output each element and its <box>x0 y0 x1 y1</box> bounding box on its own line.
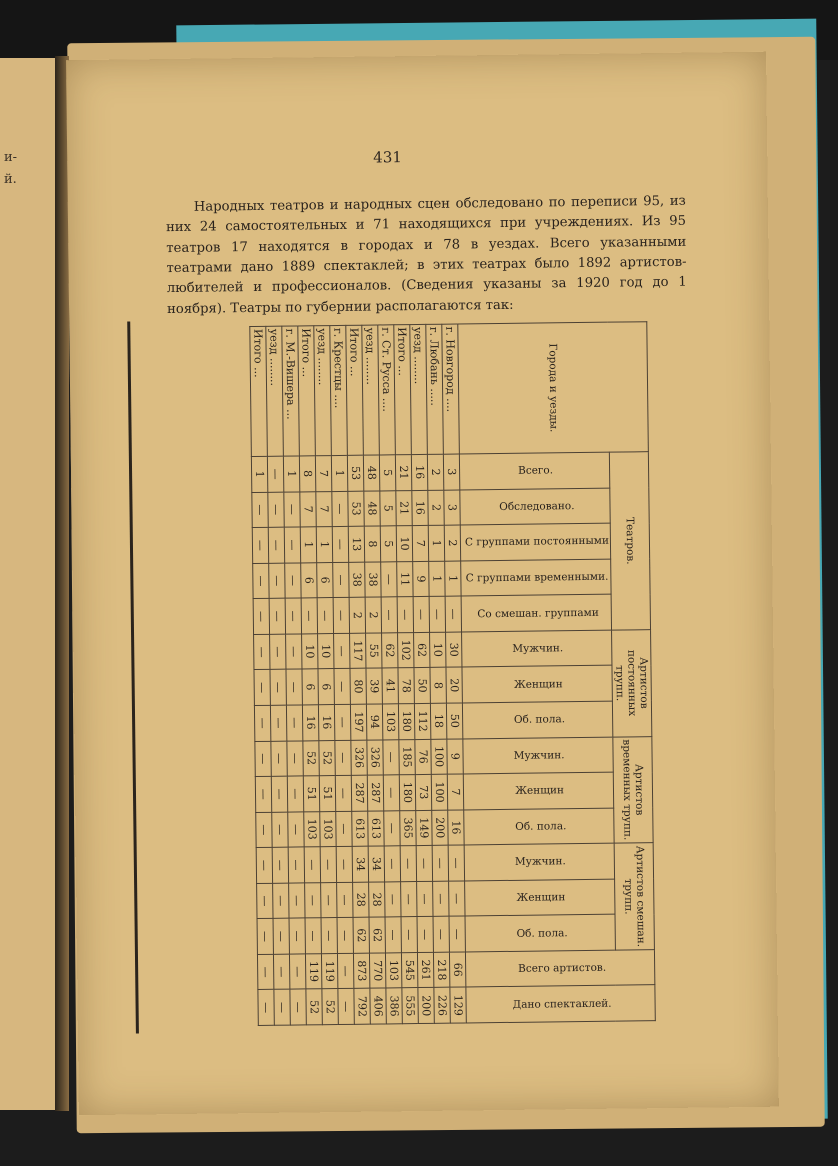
table-cell: 6 <box>302 669 318 705</box>
table-body <box>250 324 467 1025</box>
table-cell: 48 <box>363 455 379 491</box>
table-cell: 94 <box>366 704 382 740</box>
table-cell: 2 <box>444 525 460 561</box>
table-cell: — <box>253 563 269 599</box>
table-cell: 1 <box>316 527 332 563</box>
header-with-mixed: Со смешан. группами <box>461 594 611 631</box>
row-name: г. Крестцы .... <box>330 325 348 455</box>
header-both: Об. пола. <box>465 914 615 951</box>
header-men: Мужчин. <box>462 630 612 667</box>
table-cell: — <box>317 598 333 634</box>
table-cell: 78 <box>398 668 414 704</box>
table-cell: — <box>305 918 321 954</box>
table-cell: — <box>381 597 397 633</box>
table-cell: 2 <box>349 597 365 633</box>
table-cell: 16 <box>412 490 428 526</box>
table-cell: 1 <box>251 456 267 492</box>
table-cell: 39 <box>366 668 382 704</box>
table-cell: — <box>273 883 289 919</box>
table-cell: 8 <box>430 668 446 704</box>
table-cell: 226 <box>434 988 450 1024</box>
table-cell: — <box>273 918 289 954</box>
row-name: Итого ... <box>298 326 316 456</box>
table-cell: 261 <box>417 952 433 988</box>
table-cell: — <box>335 740 351 776</box>
header-mixed-troupes: Артистов смешан. трупп. <box>614 843 654 950</box>
table-cell: 38 <box>365 562 381 598</box>
table-cell: 100 <box>431 739 447 775</box>
left-page-fragment: и- <box>4 150 18 165</box>
table-cell: — <box>385 882 401 918</box>
table-cell: 10 <box>318 633 334 669</box>
table-cell: — <box>257 883 273 919</box>
table-cell: 1 <box>283 456 299 492</box>
left-page <box>0 58 63 1110</box>
table-cell: 326 <box>367 739 383 775</box>
header-with-permanent: С группами постоянными <box>460 523 610 560</box>
table-cell: 34 <box>368 846 384 882</box>
table-cell: — <box>448 845 464 881</box>
table-cell: 103 <box>385 953 401 989</box>
table-cell: — <box>271 741 287 777</box>
body-paragraph: Народных театров и народных сцен обследовано по переписи 95, из них 24 самостоятельных и 71 находящихся при учреждениях. Из 95 театров 17 находятся в городах и 78 в уездах. Всего указанными театрами дано 1889 спектаклей; в этих театрах было 1892 артистов-любителей и профессионалов. (Сведения указаны за 1920 год до 1 ноября). Театры по губернии располагаются так: <box>165 193 687 317</box>
table-cell: 2 <box>365 597 381 633</box>
table-cell: — <box>285 563 301 599</box>
table-cell: 1 <box>429 561 445 597</box>
table-cell: 16 <box>411 454 427 490</box>
row-name: Итого ... <box>250 326 268 456</box>
table-cell: — <box>321 918 337 954</box>
header-shows: Дано спектаклей. <box>466 985 655 1023</box>
table-cell: 6 <box>318 669 334 705</box>
table-cell: — <box>433 881 449 917</box>
table-cell: 10 <box>302 634 318 670</box>
table-cell: — <box>258 990 274 1026</box>
table-cell: 180 <box>399 775 415 811</box>
table-cell: 386 <box>386 988 402 1024</box>
table-cell: 34 <box>352 846 368 882</box>
table-cell: 100 <box>431 774 447 810</box>
table-cell: — <box>274 990 290 1026</box>
row-name: уезд ........ <box>266 326 284 456</box>
table-cell: — <box>334 669 350 705</box>
table-cell: — <box>285 598 301 634</box>
table-cell: — <box>401 881 417 917</box>
row-name: Итого ... <box>346 325 364 455</box>
table-cell: — <box>284 527 300 563</box>
table-cell: — <box>289 883 305 919</box>
row-name: г. Ст. Русса .... <box>378 325 396 455</box>
table-cell: 50 <box>414 668 430 704</box>
table-cell: 287 <box>367 775 383 811</box>
table-cell: 103 <box>304 811 320 847</box>
table-cell: 1 <box>331 455 347 491</box>
table-cell: 197 <box>350 704 366 740</box>
table-cell: — <box>383 775 399 811</box>
row-name: г. М.-Вишера ... <box>282 326 300 456</box>
table-cell: — <box>384 846 400 882</box>
table-cell: — <box>337 882 353 918</box>
table-cell: 73 <box>415 774 431 810</box>
table-cell: — <box>289 954 305 990</box>
table-cell: 11 <box>397 561 413 597</box>
table-cell: — <box>253 599 269 635</box>
table-cell: — <box>255 741 271 777</box>
table-cell: 2 <box>427 454 443 490</box>
row-name: г. Любань ..... <box>426 324 444 454</box>
table-cell: — <box>256 812 272 848</box>
table-cell: 7 <box>300 491 316 527</box>
left-page-fragment: й. <box>4 172 17 187</box>
table-cell: — <box>397 597 413 633</box>
table-cell: 16 <box>302 705 318 741</box>
table-cell: — <box>256 848 272 884</box>
table-cell: 62 <box>382 633 398 669</box>
header-surveyed: Обследовано. <box>460 488 610 525</box>
header-men: Мужчин. <box>463 737 613 774</box>
table-cell: 16 <box>448 810 464 846</box>
header-men: Мужчин. <box>464 843 614 880</box>
header-both: Об. пола. <box>464 808 614 845</box>
row-name: уезд ........ <box>314 326 332 456</box>
table-cell: — <box>334 633 350 669</box>
table-cell: 200 <box>432 810 448 846</box>
table-cell: 62 <box>414 632 430 668</box>
table-cell: 48 <box>364 491 380 527</box>
table-cell: — <box>304 847 320 883</box>
row-name: Итого ... <box>394 325 412 455</box>
theaters-table-frame <box>127 315 660 1033</box>
table-cell: 52 <box>303 740 319 776</box>
table-cell: 55 <box>366 633 382 669</box>
table-cell: 10 <box>396 526 412 562</box>
table-cell: 9 <box>447 738 463 774</box>
table-cell: 62 <box>369 917 385 953</box>
table-cell: — <box>332 526 348 562</box>
table-cell: — <box>269 563 285 599</box>
table-cell: — <box>272 847 288 883</box>
table-cell: 7 <box>447 774 463 810</box>
table-cell: 21 <box>395 455 411 491</box>
table-cell: 555 <box>402 988 418 1024</box>
table-cell: — <box>254 705 270 741</box>
table-cell: — <box>301 598 317 634</box>
table-cell: 218 <box>433 952 449 988</box>
table-cell: 406 <box>370 988 386 1024</box>
header-women: Женщин <box>462 666 612 703</box>
table-cell: — <box>254 670 270 706</box>
table-cell: — <box>384 810 400 846</box>
table-cell: 873 <box>353 953 369 989</box>
table-cell: 200 <box>418 988 434 1024</box>
table-cell: 119 <box>305 954 321 990</box>
table-cell: — <box>252 527 268 563</box>
header-theaters: Театров. <box>609 452 650 630</box>
table-cell: — <box>255 776 271 812</box>
table-cell: 792 <box>354 989 370 1025</box>
table-cell: — <box>445 596 461 632</box>
table-cell: — <box>286 634 302 670</box>
right-page <box>66 52 779 1115</box>
table-cell: 41 <box>382 668 398 704</box>
row-name: г. Новгород .... <box>442 324 460 454</box>
table-cell: 52 <box>319 740 335 776</box>
table-cell: 66 <box>449 952 465 988</box>
table-cell: — <box>320 847 336 883</box>
table-cell: — <box>284 492 300 528</box>
table-cell: 103 <box>382 704 398 740</box>
table-cell: — <box>449 916 465 952</box>
table-cell: 51 <box>319 776 335 812</box>
table-cell: 51 <box>303 776 319 812</box>
table-cell: — <box>270 705 286 741</box>
table-cell: 6 <box>317 562 333 598</box>
table-cell: 1 <box>428 525 444 561</box>
table-cell: — <box>336 811 352 847</box>
theaters-table <box>139 321 656 1027</box>
table-cell: — <box>271 776 287 812</box>
table-cell: — <box>273 954 289 990</box>
table-cell: 30 <box>446 632 462 668</box>
table-cell: — <box>305 882 321 918</box>
table-cell: — <box>449 881 465 917</box>
table-cell: 3 <box>443 454 459 490</box>
table-cell: — <box>269 598 285 634</box>
table-cell: — <box>433 916 449 952</box>
table-cell: 5 <box>379 455 395 491</box>
table-cell: — <box>385 917 401 953</box>
table-cell: — <box>400 846 416 882</box>
table-cell: 7 <box>316 491 332 527</box>
page-number: 431 <box>373 148 402 167</box>
table-cell: 10 <box>430 632 446 668</box>
table-cell: 20 <box>446 667 462 703</box>
table-left-rule <box>127 322 139 1034</box>
table-cell: 3 <box>444 490 460 526</box>
table-cell: — <box>289 918 305 954</box>
table-cell: 149 <box>416 810 432 846</box>
table-cell: 21 <box>396 490 412 526</box>
table-cell: — <box>288 847 304 883</box>
table-cell: 28 <box>353 882 369 918</box>
table-cell: — <box>383 739 399 775</box>
table-cell: 52 <box>322 989 338 1025</box>
table-cell: — <box>413 597 429 633</box>
table-cell: — <box>336 847 352 883</box>
table-cell: — <box>335 775 351 811</box>
table-cell: 7 <box>412 526 428 562</box>
table-cell: 7 <box>315 456 331 492</box>
table-cell: 185 <box>399 739 415 775</box>
header-temporary-troupes: Артистов временных трупп. <box>613 736 653 843</box>
table-cell: 8 <box>299 456 315 492</box>
table-cell: — <box>288 812 304 848</box>
table-cell: 545 <box>401 952 417 988</box>
table-cell: — <box>337 918 353 954</box>
header-both: Об. пола. <box>462 701 612 738</box>
table-cell: — <box>321 882 337 918</box>
table-cell: 16 <box>318 704 334 740</box>
table-cell: — <box>287 740 303 776</box>
header-total-artists: Всего артистов. <box>465 950 654 988</box>
table-cell: 2 <box>428 490 444 526</box>
table-cell: — <box>432 845 448 881</box>
table-cell: — <box>417 917 433 953</box>
table-cell: — <box>270 670 286 706</box>
table-cell: 613 <box>368 811 384 847</box>
table-cell: — <box>286 705 302 741</box>
table-cell: — <box>272 812 288 848</box>
table-cell: — <box>333 562 349 598</box>
table-cell: 1 <box>445 561 461 597</box>
table-cell: — <box>252 492 268 528</box>
table-cell: — <box>417 881 433 917</box>
table-cell: — <box>257 919 273 955</box>
table-cell: — <box>268 527 284 563</box>
table-cell: 102 <box>398 632 414 668</box>
table-cell: 38 <box>349 562 365 598</box>
table-cell: — <box>416 846 432 882</box>
header-with-temporary: С группами временными. <box>461 559 611 596</box>
table-cell: 365 <box>400 810 416 846</box>
table-cell: 326 <box>351 740 367 776</box>
table-cell: 76 <box>415 739 431 775</box>
table-cell: — <box>429 596 445 632</box>
table-cell: — <box>254 634 270 670</box>
table-cell: 53 <box>347 455 363 491</box>
table-cell: 613 <box>352 811 368 847</box>
table-cell: — <box>267 456 283 492</box>
table-cell: 50 <box>446 703 462 739</box>
table-cell: 13 <box>348 526 364 562</box>
table-cell: — <box>338 989 354 1025</box>
table-cell: 103 <box>320 811 336 847</box>
table-cell: — <box>333 598 349 634</box>
table-cell: 28 <box>369 882 385 918</box>
table-cell: — <box>334 704 350 740</box>
table-cell: 5 <box>380 490 396 526</box>
table-cell: 52 <box>306 989 322 1025</box>
table-cell: 8 <box>364 526 380 562</box>
table-cell: 9 <box>413 561 429 597</box>
table-cell: 180 <box>398 704 414 740</box>
header-women: Женщин <box>465 879 615 916</box>
header-total: Всего. <box>459 452 609 489</box>
table-cell: — <box>401 917 417 953</box>
table-cell: 5 <box>380 526 396 562</box>
table-cell: 287 <box>351 775 367 811</box>
table-cell: 80 <box>350 669 366 705</box>
row-name: уезд ........ <box>410 324 428 454</box>
table-cell: — <box>268 492 284 528</box>
table-cell: — <box>287 776 303 812</box>
table-cell: — <box>286 669 302 705</box>
table-cell: 53 <box>348 491 364 527</box>
table-cell: 18 <box>430 703 446 739</box>
table-cell: 119 <box>321 953 337 989</box>
table-cell: 112 <box>414 703 430 739</box>
table-cell: — <box>332 491 348 527</box>
table-cell: 129 <box>450 987 466 1023</box>
header-women: Женщин <box>463 772 613 809</box>
header-cities: Города и уезды. <box>458 322 649 454</box>
row-name: уезд ........ <box>362 325 380 455</box>
table-cell: — <box>270 634 286 670</box>
table-cell: 6 <box>301 562 317 598</box>
table-cell: — <box>381 561 397 597</box>
table-cell: — <box>290 989 306 1025</box>
header-permanent-troupes: Артистов постоянных трупп. <box>612 629 652 736</box>
table-cell: — <box>257 954 273 990</box>
book-gutter <box>55 56 69 1111</box>
table-cell: 62 <box>353 917 369 953</box>
table-cell: — <box>337 953 353 989</box>
table-cell: 1 <box>300 527 316 563</box>
table-cell: 117 <box>350 633 366 669</box>
table-cell: 770 <box>369 953 385 989</box>
